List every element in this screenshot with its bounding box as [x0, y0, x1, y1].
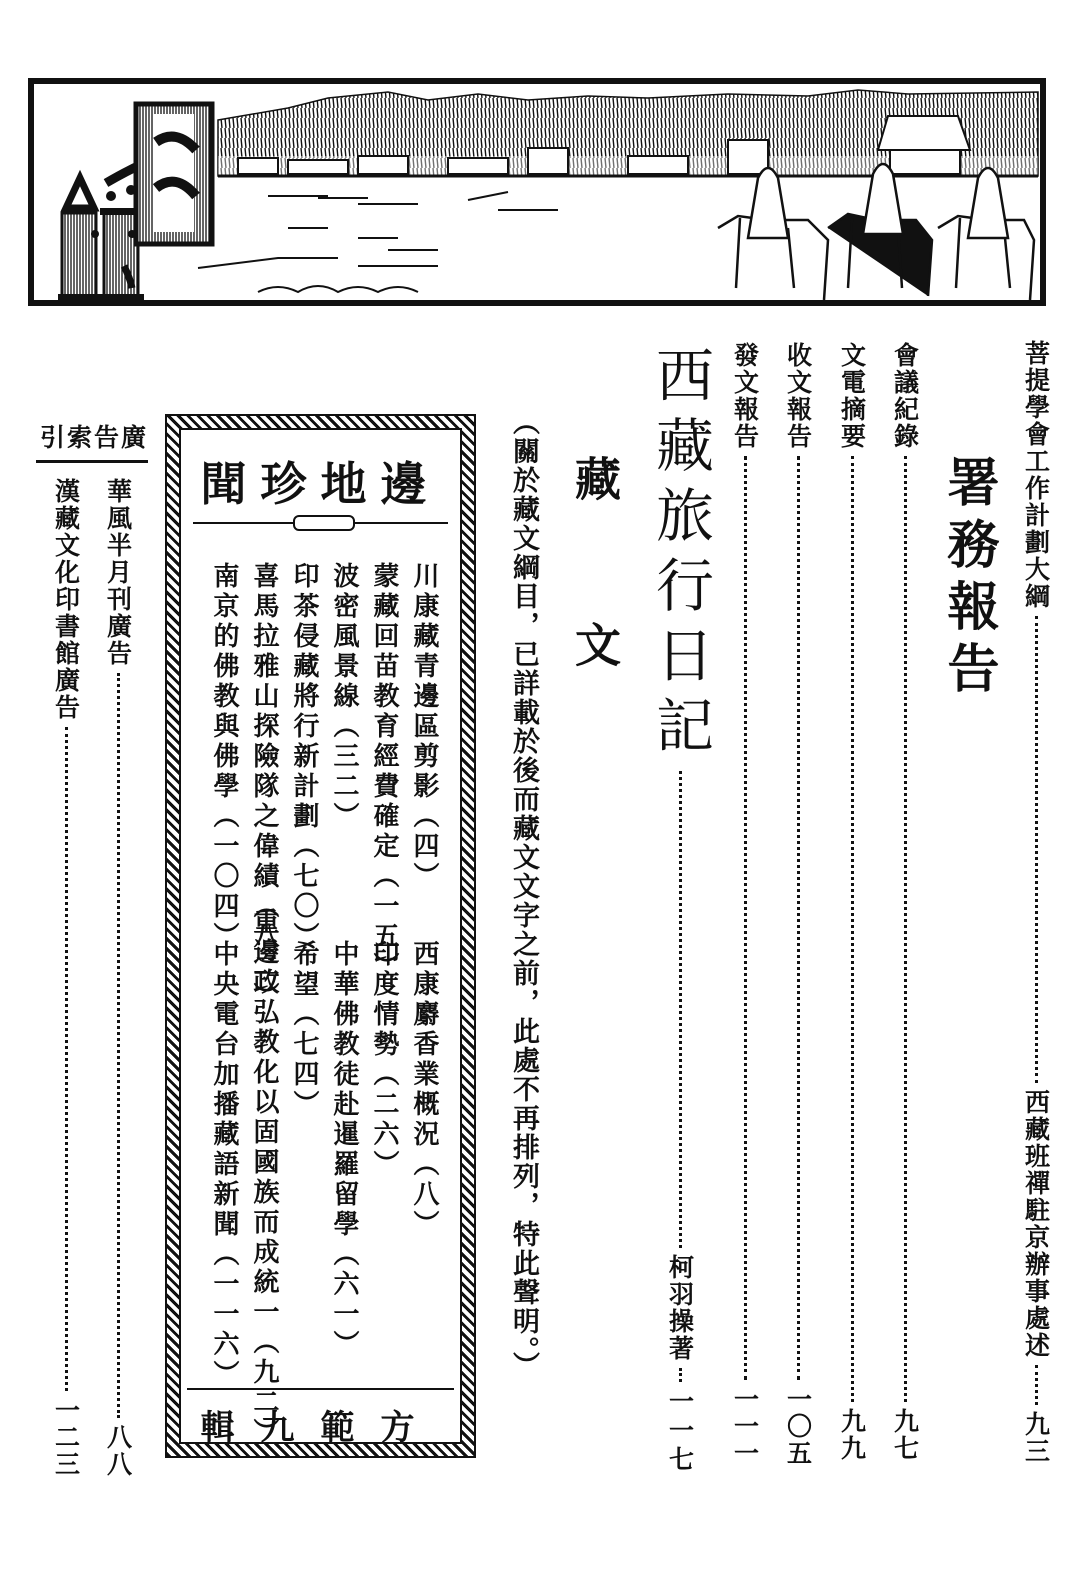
border-news-item[interactable]: 中央電台加播藏語新聞（一一六）	[209, 940, 239, 1390]
dot-leader	[851, 456, 854, 1402]
tibetan-heading: 藏文	[568, 455, 622, 787]
ad-entry[interactable]	[104, 478, 132, 1478]
toc-entry[interactable]	[784, 342, 812, 1467]
banner	[28, 78, 1046, 306]
dot-leader	[65, 727, 68, 1391]
ad-entry-page: 一二三	[51, 1397, 81, 1478]
travel-diary-title: 西藏旅行日記	[646, 345, 714, 765]
toc-entry-page: 一一一	[730, 1386, 760, 1467]
travel-diary-page: 一一七	[665, 1388, 695, 1475]
toc-entry-title: 會議紀錄	[890, 342, 920, 450]
border-news-item[interactable]: 西康麝香業概況（八）	[409, 940, 439, 1240]
border-news-item[interactable]: 印茶侵藏將行新計劃（七〇）	[289, 562, 319, 952]
border-news-title: 邊地珍聞	[200, 457, 441, 511]
toc-entry-title: 文電摘要	[837, 342, 867, 450]
toc-entry[interactable]	[891, 342, 919, 1462]
border-news-item[interactable]: 印度情勢（二六）	[369, 940, 399, 1180]
toc-entry-subtitle: 西藏班禪駐京辦事處述	[1021, 1089, 1051, 1359]
border-news-item[interactable]: 中華佛教徒赴暹羅留學（六一）	[329, 940, 359, 1360]
dot-leader	[1035, 1365, 1038, 1405]
toc-entry-page: 九七	[890, 1408, 920, 1462]
toc-entry-page: 九三	[1021, 1411, 1051, 1465]
ad-entry-title: 漢藏文化印書館廣告	[51, 478, 81, 721]
ads-index-title: 廣告索引	[39, 423, 148, 452]
toc-entry[interactable]	[731, 342, 759, 1467]
toc-entry-page: 九九	[837, 1408, 867, 1462]
border-news-item[interactable]: 南京的佛教與佛學（一〇四）	[209, 562, 239, 952]
toc-entry-title: 發文報告	[730, 342, 760, 450]
section-heading: 署務報告	[938, 455, 999, 703]
ornament-icon	[293, 515, 355, 531]
border-news-editor: 方範九輯	[200, 1408, 441, 1448]
ad-entry-page: 八八	[103, 1424, 133, 1478]
banner-illustration	[28, 78, 1046, 306]
banner-title-mu	[136, 104, 212, 244]
dot-leader	[679, 771, 682, 1248]
tibetan-note: （關於藏文綱目，已詳載於後而藏文文字之前，此處不再排列，特此聲明。）	[508, 408, 539, 1381]
dot-leader	[1035, 616, 1038, 1083]
border-news-inner	[179, 428, 462, 1448]
border-news-item[interactable]: 蒙藏回苗教育經費確定（一五）	[369, 562, 399, 982]
editor-divider	[187, 1388, 454, 1390]
toc-entry[interactable]	[1022, 340, 1050, 1465]
dot-leader	[679, 1368, 682, 1382]
dot-leader	[904, 456, 907, 1402]
toc-entry-title: 菩提學會工作計劃大綱	[1021, 340, 1051, 610]
dot-leader	[117, 673, 120, 1418]
travel-diary-entry[interactable]	[648, 345, 712, 1475]
border-news-box	[165, 414, 476, 1458]
dot-leader	[744, 456, 747, 1380]
border-news-item[interactable]: 喜馬拉雅山探險隊之偉績（八二）	[249, 562, 279, 1012]
travel-diary-author: 柯羽操著	[665, 1254, 695, 1362]
border-news-item[interactable]: 重邊政弘教化以固國族而成統一（九二）	[249, 908, 279, 1448]
ad-entry[interactable]	[52, 478, 80, 1478]
toc-entry[interactable]	[838, 342, 866, 1462]
toc-entry-title: 收文報告	[783, 342, 813, 450]
border-news-item[interactable]: 川康藏青邊區剪影（四）	[409, 562, 439, 892]
ads-index-underline	[36, 460, 148, 463]
toc-entry-page: 一〇五	[783, 1386, 813, 1467]
border-news-item[interactable]: 波密風景線（三二）	[329, 562, 359, 832]
ad-entry-title: 華風半月刊廣告	[103, 478, 133, 667]
border-news-item[interactable]: 希望（七四）	[289, 940, 319, 1120]
dot-leader	[797, 456, 800, 1380]
